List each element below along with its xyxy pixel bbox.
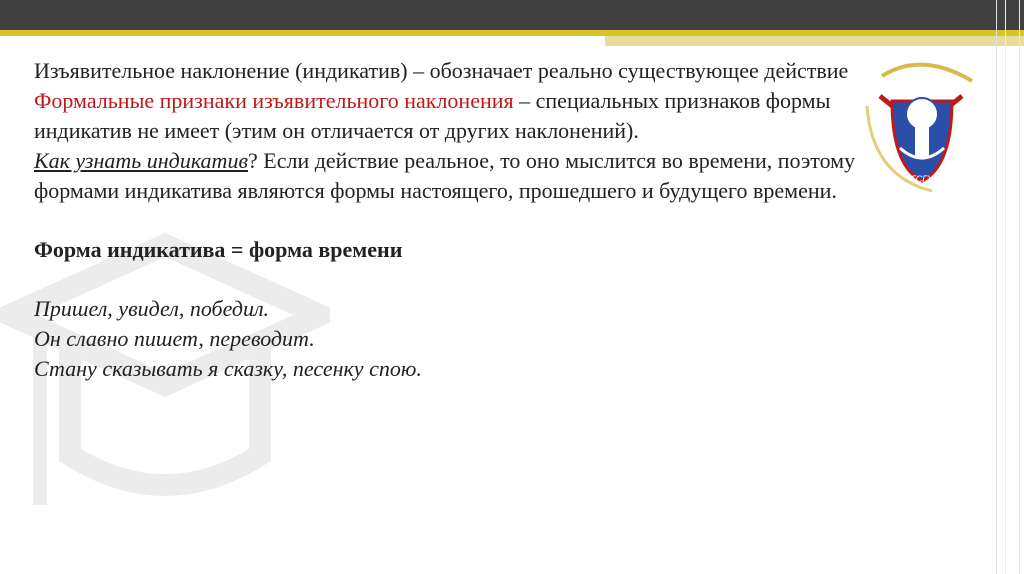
right-decorative-lines — [996, 0, 1020, 574]
gold-accent-strip-secondary — [605, 36, 1024, 46]
question-paragraph — [34, 146, 894, 206]
top-bar — [0, 0, 1024, 30]
example-line: Пришел, увидел, победил. — [34, 296, 270, 321]
rule-text: Форма индикатива = форма времени — [34, 237, 403, 262]
question-text: ? Если действие реальное, то оно мыслится во времени, поэтому формами индикатива являются формы настоящего, прошедшего и будущего времени. — [34, 148, 856, 203]
example-line: Стану сказывать я сказку, песенку спою. — [34, 356, 422, 381]
formal-signs-text: – специальных признаков формы индикатив не имеет (этим он отличается от других наклонений). — [34, 88, 831, 143]
question-label: Как узнать индикатив — [34, 148, 248, 173]
emblem-label: ГСГУ — [911, 174, 933, 184]
spacer — [34, 206, 894, 235]
slide-content — [34, 56, 894, 384]
formal-signs-label: Формальные признаки изъявительного наклонения — [34, 88, 514, 113]
spacer — [34, 265, 894, 294]
definition-text: Изъявительное наклонение (индикатив) – обозначает реально существующее действие — [34, 58, 849, 83]
formal-signs-paragraph — [34, 86, 894, 146]
example-line: Он славно пишет, переводит. — [34, 326, 315, 351]
